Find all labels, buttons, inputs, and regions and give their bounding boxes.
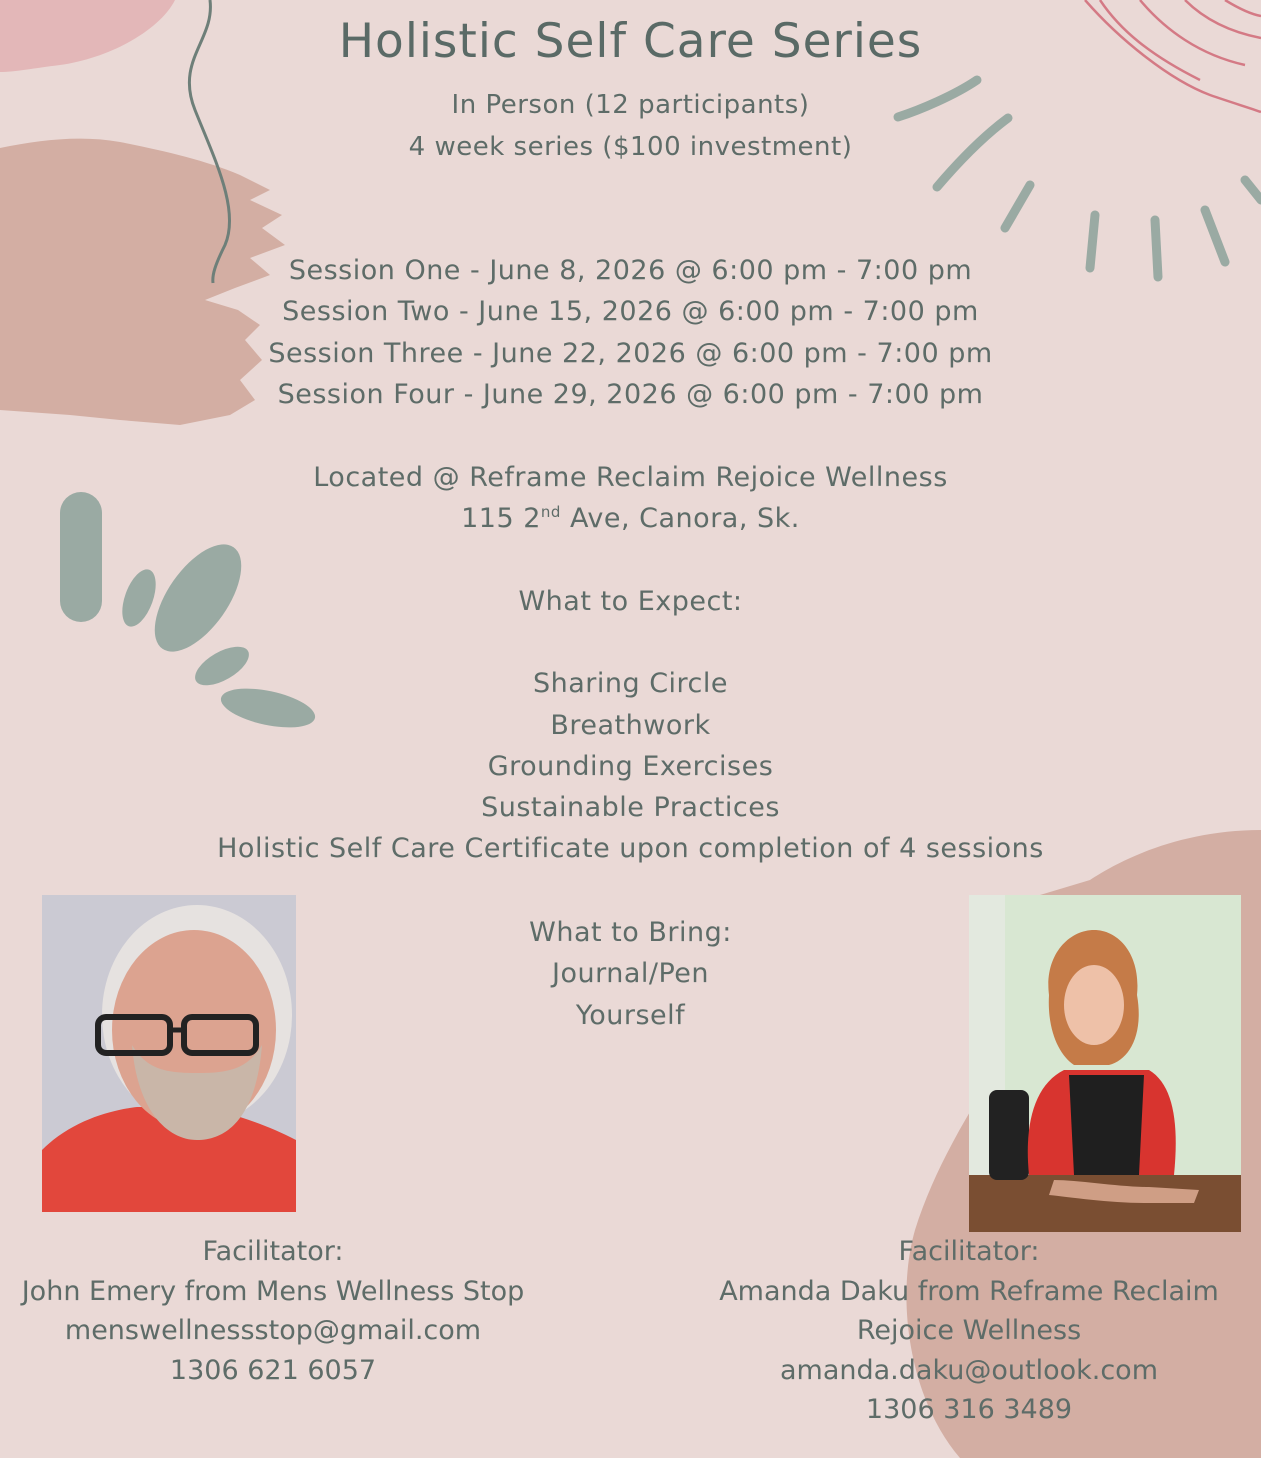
facilitator-label: Facilitator: (202, 1236, 344, 1267)
expect-heading: What to Expect: (518, 586, 743, 617)
facilitator-phone: 1306 621 6057 (169, 1354, 377, 1386)
expect-item: Sharing Circle (532, 668, 729, 700)
location-block (0, 457, 1261, 540)
facilitator-name-continued: Rejoice Wellness (856, 1315, 1082, 1346)
facilitator-john (0, 1232, 546, 1390)
facilitator-phone: 1306 316 3489 (865, 1394, 1073, 1425)
page-title: Holistic Self Care Series (338, 14, 923, 69)
facilitator-photo-john (42, 895, 296, 1212)
facilitator-name: Amanda Daku from Reframe Reclaim (719, 1275, 1219, 1307)
woman-portrait-image (969, 895, 1241, 1232)
session-item: Session Three - June 22, 2026 @ 6:00 pm - 7:00 pm (268, 337, 993, 369)
address-rest: Ave, Canora, Sk. (560, 503, 800, 535)
location-name: Located @ Reframe Reclaim Rejoice Wellness (313, 462, 948, 493)
facilitator-name: John Emery from Mens Wellness Stop (21, 1275, 525, 1307)
facilitator-email: menswellnessstop@gmail.com (64, 1315, 482, 1346)
series-details (0, 84, 1261, 168)
format-text: In Person (12 participants) (451, 90, 810, 120)
expect-item: Grounding Exercises (487, 750, 774, 782)
length-price-text: 4 week series ($100 investment) (408, 132, 853, 162)
facilitator-photo-amanda (969, 895, 1241, 1232)
expect-section (0, 581, 1261, 870)
session-item: Session One - June 8, 2026 @ 6:00 pm - 7:00 pm (288, 255, 973, 286)
man-portrait-image (42, 895, 296, 1212)
address-number: 115 2 (461, 503, 541, 535)
expect-item: Sustainable Practices (481, 792, 780, 824)
bring-heading: What to Bring: (529, 917, 732, 948)
facilitator-amanda (700, 1232, 1238, 1430)
facilitator-label: Facilitator: (898, 1236, 1040, 1267)
facilitator-email: amanda.daku@outlook.com (779, 1354, 1158, 1386)
session-item: Session Two - June 15, 2026 @ 6:00 pm - 7:00 pm (282, 296, 979, 328)
expect-item: Breathwork (550, 709, 711, 741)
expect-item: Holistic Self Care Certificate upon completion of 4 sessions (217, 833, 1044, 865)
address-ordinal: nd (540, 503, 561, 522)
bring-item: Journal/Pen (551, 958, 710, 990)
bring-item: Yourself (575, 999, 686, 1031)
location-address (0, 498, 1261, 539)
session-item: Session Four - June 29, 2026 @ 6:00 pm - 7:00 pm (277, 378, 984, 410)
session-list (0, 250, 1261, 415)
